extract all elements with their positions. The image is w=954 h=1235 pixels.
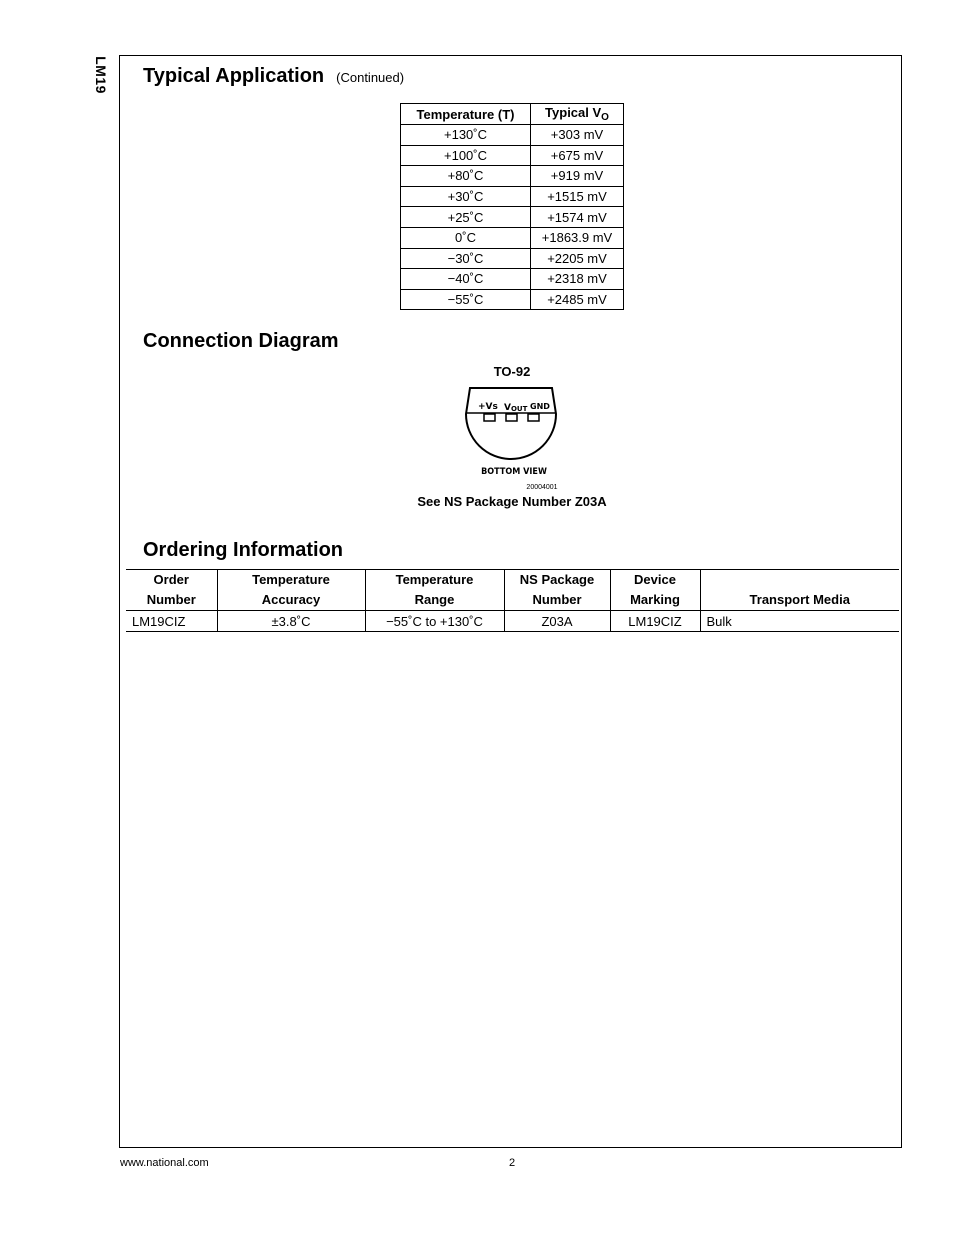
ordering-information-heading: Ordering Information <box>143 539 343 561</box>
side-part-label: LM19 <box>93 56 109 94</box>
package-number-cell: Z03A <box>504 611 610 632</box>
temperature-voltage-table <box>400 103 624 310</box>
header-ns-package-number: NS Package Number <box>504 570 610 611</box>
table-row <box>401 125 624 146</box>
header-device-marking: Device Marking <box>610 570 700 611</box>
range-cell: −55˚C to +130˚C <box>365 611 504 632</box>
table-header-row <box>401 104 624 125</box>
voltage-cell: +2318 mV <box>531 269 624 290</box>
transport-media-cell: Bulk <box>700 611 899 632</box>
table-row <box>401 269 624 290</box>
page-number: 2 <box>508 1157 516 1169</box>
pin-pad <box>506 414 517 421</box>
typical-application-heading <box>143 65 404 88</box>
temperature-cell: +100˚C <box>401 145 531 166</box>
header-typical-vo: Typical $V_O$ <box>531 104 624 125</box>
table-row <box>401 289 624 310</box>
order-number-cell: LM19CIZ <box>132 613 186 629</box>
temperature-cell: +80˚C <box>401 166 531 187</box>
continued-note: (Continued) <box>336 70 405 85</box>
temperature-cell: 0˚C <box>401 227 531 248</box>
voltage-cell: +1515 mV <box>531 186 624 207</box>
temperature-cell: −30˚C <box>401 248 531 269</box>
voltage-cell: +919 mV <box>531 166 624 187</box>
pin-label-vs: +Vs <box>478 402 498 412</box>
voltage-cell: +2485 mV <box>531 289 624 310</box>
temperature-cell: +25˚C <box>401 207 531 228</box>
temperature-cell: +30˚C <box>401 186 531 207</box>
table-row <box>401 248 624 269</box>
temperature-cell: −55˚C <box>401 289 531 310</box>
pin-label-vout: VOUT <box>504 403 528 413</box>
header-temperature-accuracy: Temperature Accuracy <box>217 570 365 611</box>
table-row <box>401 166 624 187</box>
footer-website: www.national.com <box>120 1157 209 1169</box>
voltage-cell: +2205 mV <box>531 248 624 269</box>
connection-diagram-heading: Connection Diagram <box>143 330 339 352</box>
table-row <box>401 145 624 166</box>
ordering-table <box>126 569 899 632</box>
voltage-cell: +675 mV <box>531 145 624 166</box>
header-temperature-range: Temperature Range <box>365 570 504 611</box>
accuracy-cell: ±3.8˚C <box>217 611 365 632</box>
pin-pad <box>484 414 495 421</box>
package-outline <box>466 388 556 459</box>
table-row <box>401 186 624 207</box>
pin-label-gnd: GND <box>530 402 550 411</box>
to92-package-diagram <box>460 382 564 462</box>
header-order-number: Order Number <box>146 572 196 607</box>
table-row <box>401 227 624 248</box>
section-title: Typical Application <box>143 65 325 87</box>
pin-pad <box>528 414 539 421</box>
figure-id: 20004001 <box>526 484 558 491</box>
temperature-cell: −40˚C <box>401 269 531 290</box>
header-transport-media: Transport Media <box>700 570 899 611</box>
table-header-row <box>126 570 899 611</box>
table-row <box>126 611 899 632</box>
voltage-cell: +303 mV <box>531 125 624 146</box>
temperature-cell: +130˚C <box>401 125 531 146</box>
bottom-view-label: BOTTOM VIEW <box>481 467 547 477</box>
voltage-cell: +1863.9 mV <box>531 227 624 248</box>
device-marking-cell: LM19CIZ <box>610 611 700 632</box>
package-name: TO-92 <box>493 364 531 379</box>
header-temperature: Temperature (T) <box>401 104 531 125</box>
voltage-cell: +1574 mV <box>531 207 624 228</box>
table-row <box>401 207 624 228</box>
package-number-note: See NS Package Number Z03A <box>417 494 607 509</box>
